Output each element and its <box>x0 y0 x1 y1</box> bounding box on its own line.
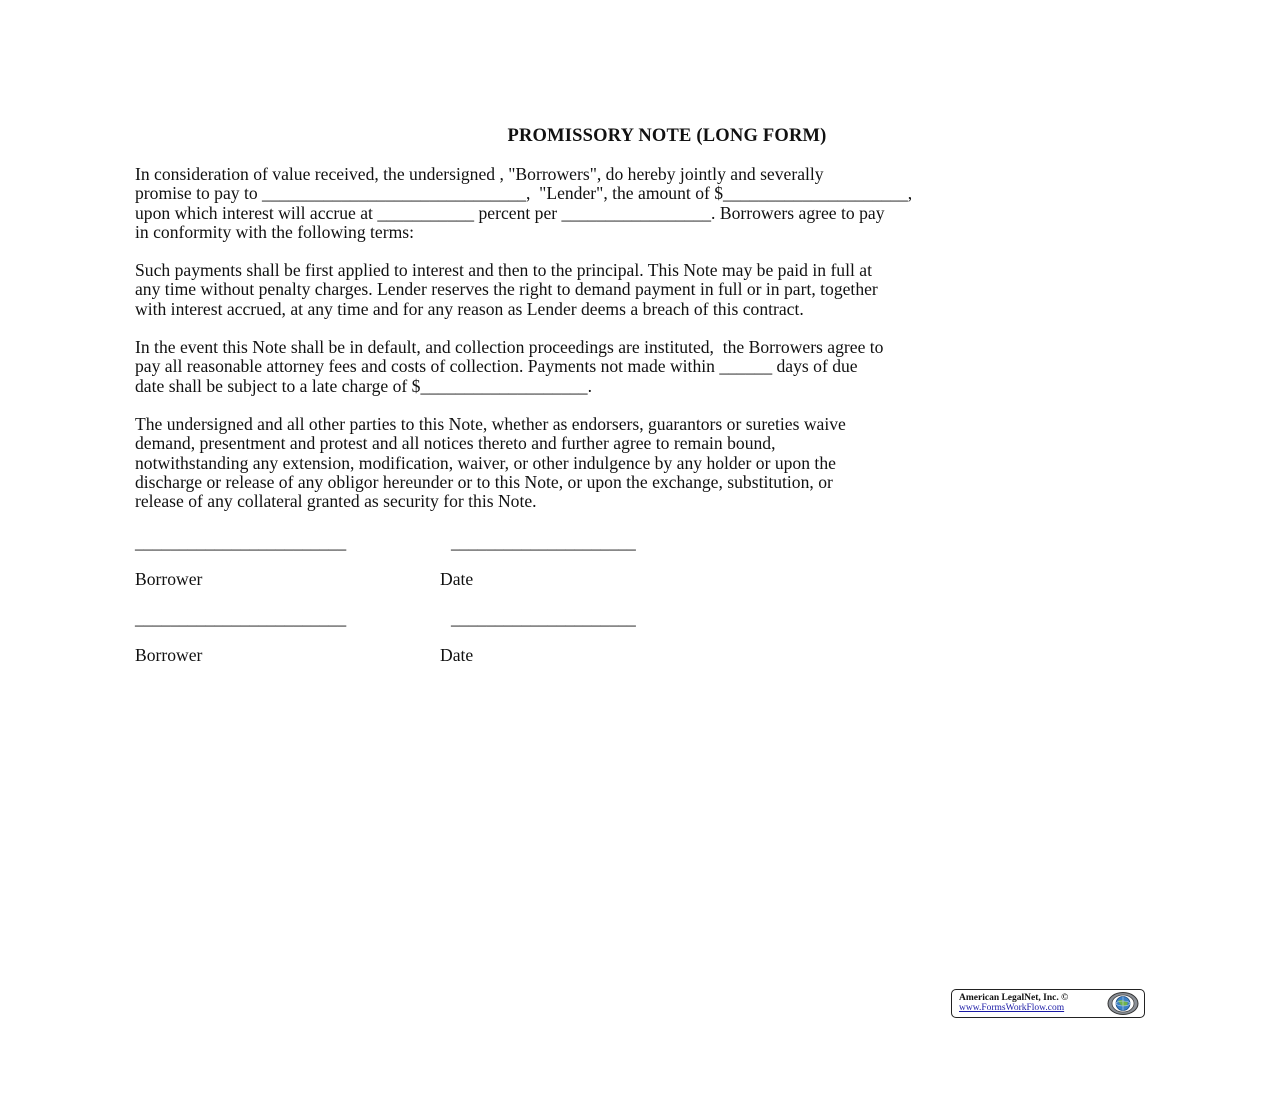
date-label-2: Date <box>440 645 474 665</box>
footer-url-link[interactable]: www.FormsWorkFlow.com <box>959 1003 1065 1013</box>
paragraph-payments: Such payments shall be first applied to interest and then to the principal. This Note may be paid in full at any time without penalty charges. Lender reserves the right to demand payment in full or in part, together with interest accrued, at any time and for any reason as Lender deems a breach of this contract. <box>135 260 878 319</box>
paragraph-default: In the event this Note shall be in default, and collection proceedings are instituted, the Borrowers agree to pay all reasonable attorney fees and costs of collection. Payments not made within ______ days of due date shall be subject to a late charge of $___________________. <box>135 337 884 396</box>
paragraph-waiver: The undersigned and all other parties to this Note, whether as endorsers, guarantors or sureties waive demand, presentment and protest and all notices thereto and further agree to remain bound, notwithstanding any extension, modification, waiver, or other indulgence by any holder or upon the discharge or release of any obligor hereunder or to this Note, or upon the exchange, substitution, or release of any collateral granted as security for this Note. <box>135 414 846 512</box>
borrower-label-1: Borrower <box>135 569 203 589</box>
date-line-2[interactable]: _____________________ <box>451 608 636 628</box>
document-title: PROMISSORY NOTE (LONG FORM) <box>507 126 827 146</box>
paragraph-consideration: In consideration of value received, the undersigned , "Borrowers", do hereby jointly and severally promise to pay to ______________________________, "Lender", the amount of $_____________________, upon which interest will accrue at ___________ percent per _________________. Borrowers agree to pay in conformity with the following terms: <box>135 164 913 242</box>
date-line-1[interactable]: _____________________ <box>451 532 636 552</box>
footer-badge <box>951 989 1145 1018</box>
borrower-label-2: Borrower <box>135 645 203 665</box>
globe-logo-icon <box>1106 991 1140 1016</box>
footer-company: American LegalNet, Inc. © <box>959 993 1069 1003</box>
borrower-signature-line-1[interactable]: ________________________ <box>135 532 347 552</box>
date-label-1: Date <box>440 569 474 589</box>
borrower-signature-line-2[interactable]: ________________________ <box>135 608 347 628</box>
